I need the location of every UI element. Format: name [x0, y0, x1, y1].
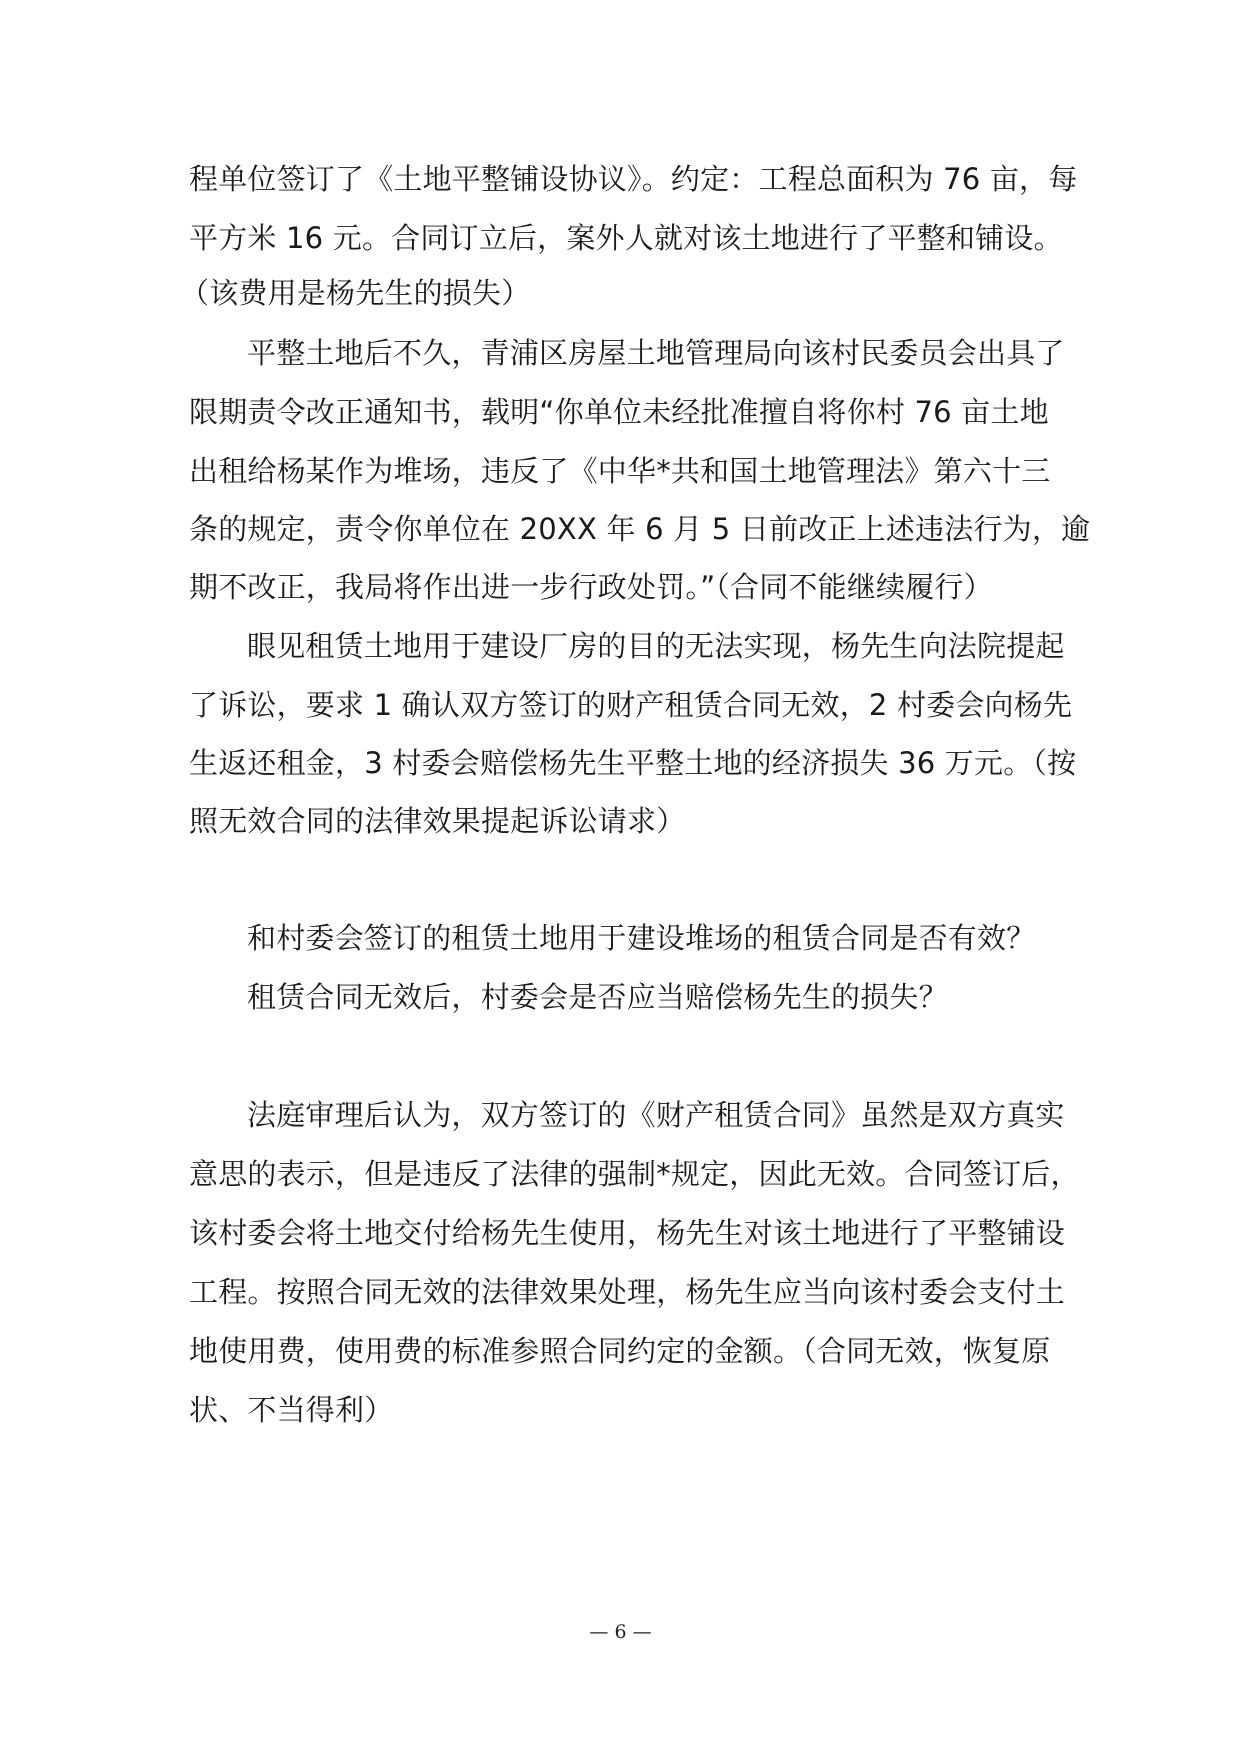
text-line: 眼见租赁土地用于建设厂房的目的无法实现，杨先生向法院提起	[247, 629, 1065, 663]
text-line: 条的规定，责令你单位在 20XX 年 6 月 5 日前改正上述违法行为，逾	[189, 512, 1091, 546]
text-line: 出租给杨某作为堆场，违反了《中华*共和国土地管理法》第六十三	[189, 454, 1051, 488]
text-line: 工程。按照合同无效的法律效果处理，杨先生应当向该村委会支付土	[189, 1275, 1066, 1309]
text-line: 生返还租金，3 村委会赔偿杨先生平整土地的经济损失 36 万元。（按	[189, 746, 1077, 780]
text-line: 平方米 16 元。合同订立后，案外人就对该土地进行了平整和铺设。	[189, 221, 1063, 255]
question-line: 租赁合同无效后，村委会是否应当赔偿杨先生的损失？	[247, 980, 948, 1014]
text-line: 该村委会将土地交付给杨先生使用，杨先生对该土地进行了平整铺设	[189, 1216, 1066, 1250]
text-line: 平整土地后不久，青浦区房屋土地管理局向该村民委员会出具了	[247, 336, 1065, 370]
text-line: 限期责令改正通知书，载明“你单位未经批准擅自将你村 76 亩土地	[189, 395, 1049, 429]
question-line: 和村委会签订的租赁土地用于建设堆场的租赁合同是否有效？	[247, 921, 1036, 955]
text-line: 照无效合同的法律效果提起诉讼请求）	[189, 804, 686, 838]
text-line: 期不改正，我局将作出进一步行政处罚。”（合同不能继续履行）	[189, 570, 993, 604]
page-number: — 6 —	[589, 1621, 652, 1643]
text-line: （该费用是杨先生的损失）	[180, 276, 531, 310]
text-line: 意思的表示，但是违反了法律的强制*规定，因此无效。合同签订后，	[189, 1157, 1080, 1191]
text-line: 地使用费，使用费的标准参照合同约定的金额。（合同无效，恢复原	[189, 1334, 1051, 1368]
text-line: 程单位签订了《土地平整铺设协议》。约定：工程总面积为 76 亩，每	[189, 162, 1078, 196]
text-line: 状、不当得利）	[189, 1393, 394, 1427]
text-line: 法庭审理后认为，双方签订的《财产租赁合同》虽然是双方真实	[247, 1098, 1065, 1132]
text-line: 了诉讼，要求 1 确认双方签订的财产租赁合同无效，2 村委会向杨先	[189, 688, 1073, 722]
